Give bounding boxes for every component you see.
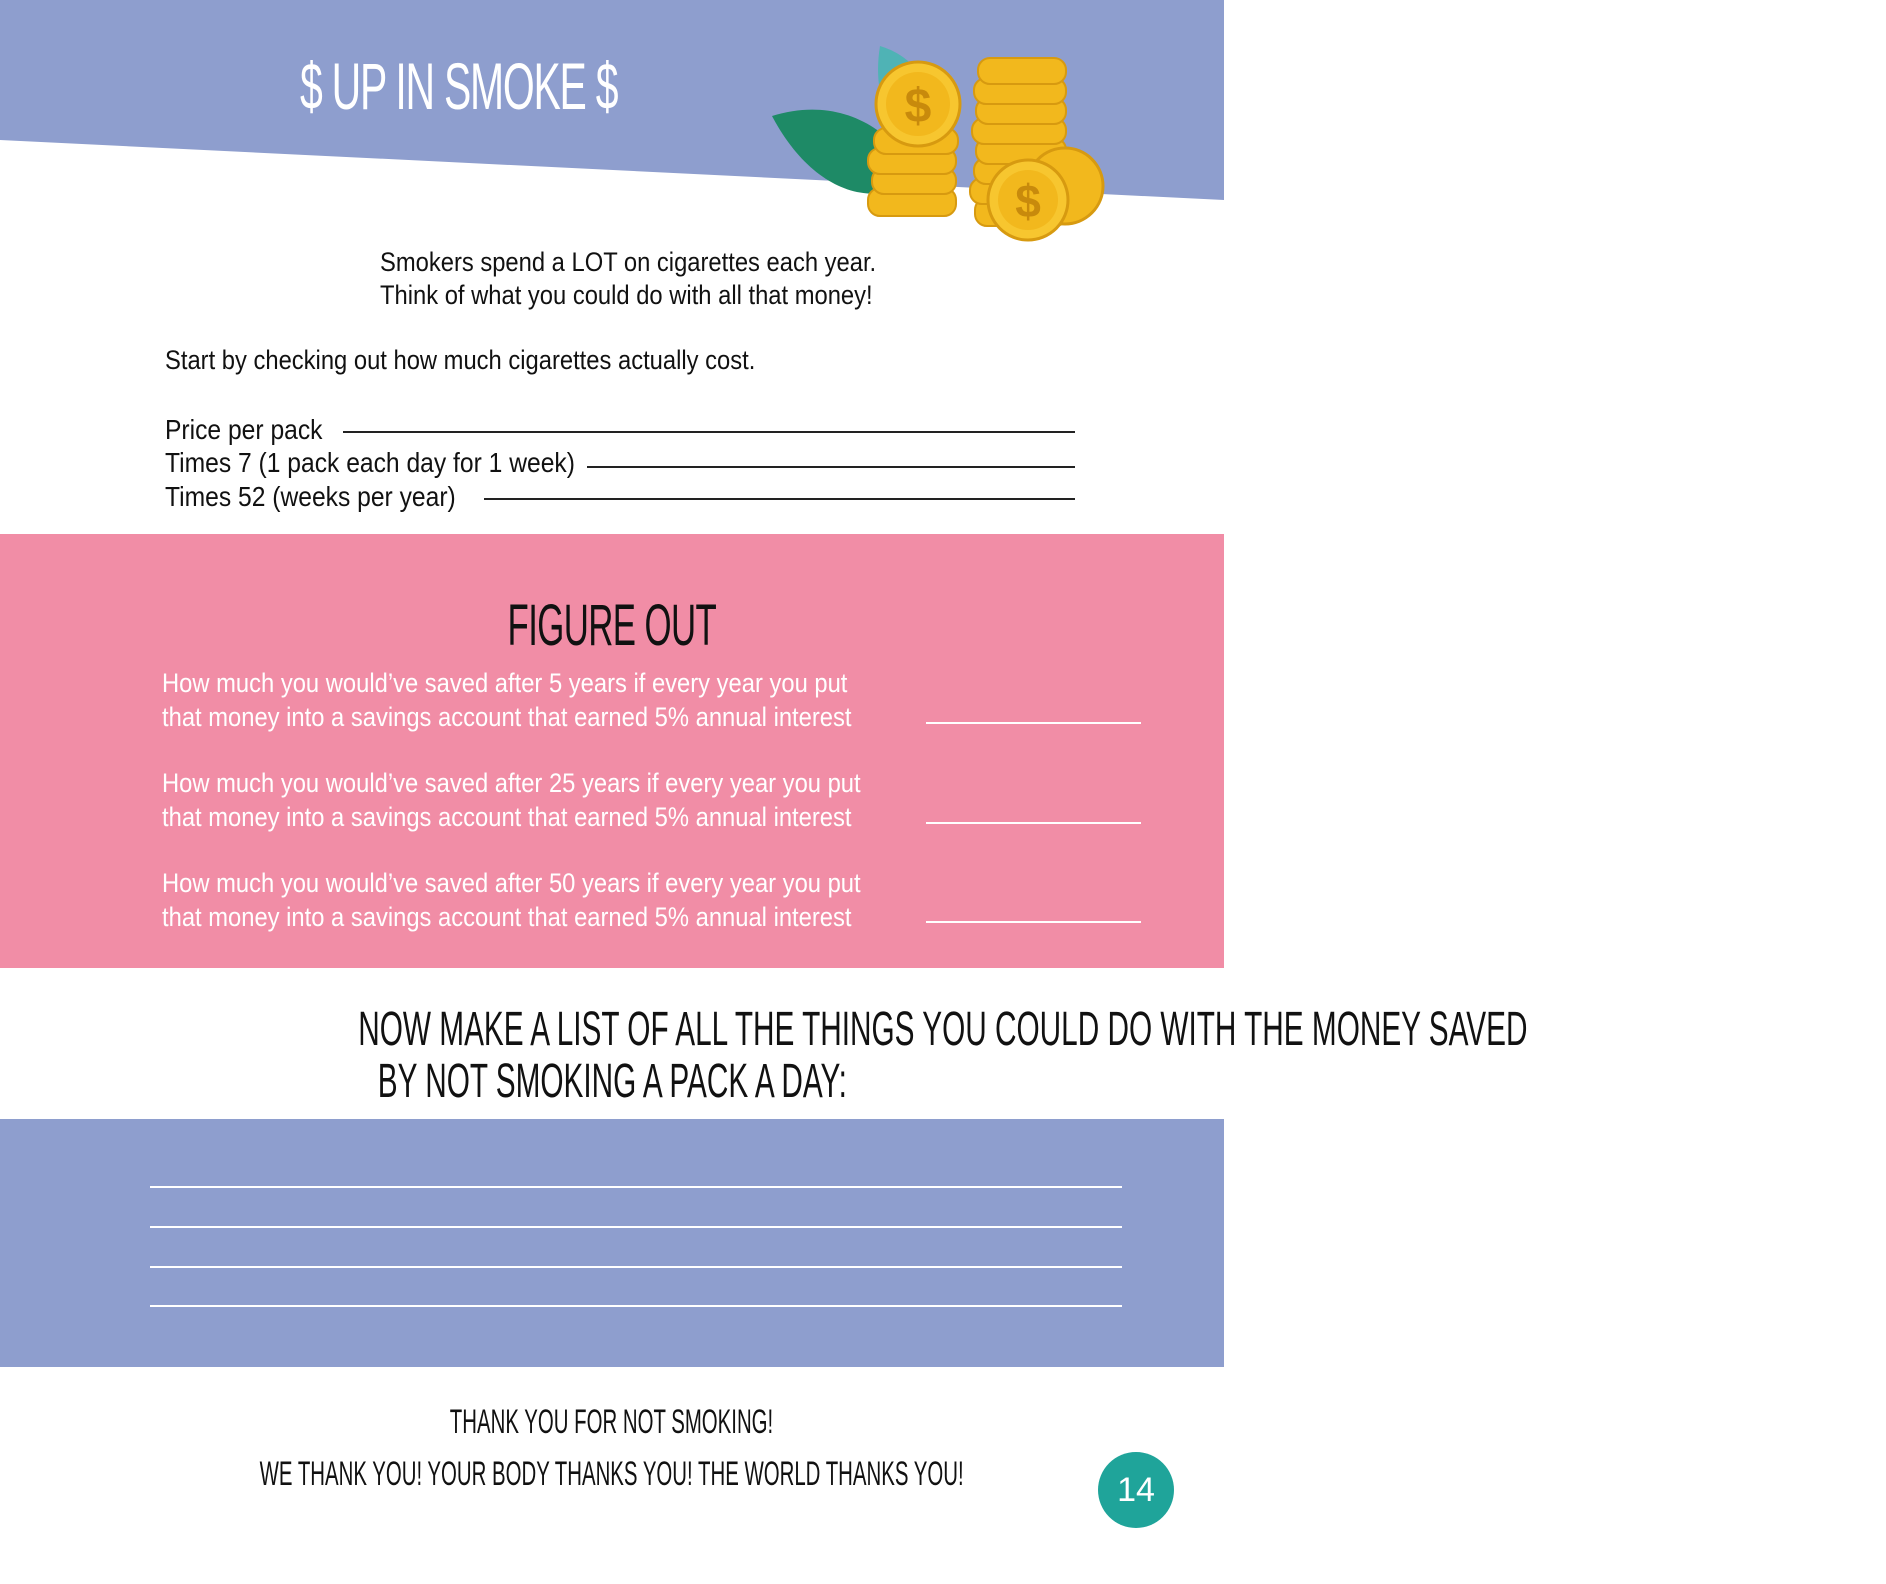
list-box bbox=[0, 1119, 1224, 1367]
footer-line-2: WE THANK YOU! YOUR BODY THANKS YOU! THE WORLD THANKS YOU! bbox=[260, 1455, 964, 1493]
answer-line-50-years[interactable] bbox=[926, 921, 1141, 923]
list-line[interactable] bbox=[150, 1305, 1122, 1307]
intro-line-2: Think of what you could do with all that money! bbox=[380, 280, 873, 310]
question-line: How much you would’ve saved after 50 years if every year you put bbox=[162, 868, 861, 898]
coins-illustration bbox=[770, 38, 1115, 243]
answer-line-year[interactable] bbox=[484, 498, 1075, 500]
cost-label: Times 7 (1 pack each day for 1 week) bbox=[165, 447, 575, 478]
question-line: that money into a savings account that earned 5% annual interest bbox=[162, 902, 852, 932]
question-line: How much you would’ve saved after 5 years if every year you put bbox=[162, 668, 848, 698]
answer-line-25-years[interactable] bbox=[926, 822, 1141, 824]
question-50-years bbox=[162, 866, 962, 934]
intro-line-1: Smokers spend a LOT on cigarettes each year. bbox=[380, 247, 877, 277]
question-line: How much you would’ve saved after 25 years if every year you put bbox=[162, 768, 861, 798]
list-heading-line-2: BY NOT SMOKING A PACK A DAY: bbox=[377, 1055, 847, 1108]
cost-row-year bbox=[165, 479, 495, 513]
answer-line-price[interactable] bbox=[343, 431, 1075, 433]
cost-row-price bbox=[165, 412, 344, 446]
question-5-years bbox=[162, 666, 962, 734]
question-line: that money into a savings account that earned 5% annual interest bbox=[162, 802, 852, 832]
question-25-years bbox=[162, 766, 962, 834]
cost-label: Price per pack bbox=[165, 414, 323, 445]
page-number: 14 bbox=[1098, 1452, 1174, 1528]
page-title: $ UP IN SMOKE $ bbox=[300, 49, 618, 123]
answer-line-week[interactable] bbox=[587, 466, 1075, 468]
start-text: Start by checking out how much cigarettes actually cost. bbox=[165, 345, 756, 375]
svg-text:$: $ bbox=[1015, 175, 1041, 227]
footer-line-1: THANK YOU FOR NOT SMOKING! bbox=[450, 1403, 774, 1441]
list-heading bbox=[0, 1003, 1528, 1108]
cost-row-week bbox=[165, 445, 631, 479]
intro-text bbox=[380, 246, 980, 312]
list-line[interactable] bbox=[150, 1226, 1122, 1228]
footer bbox=[0, 1396, 1224, 1500]
svg-text:$: $ bbox=[904, 80, 932, 133]
figure-out-title: FIGURE OUT bbox=[507, 593, 717, 658]
cost-label: Times 52 (weeks per year) bbox=[165, 481, 456, 512]
list-line[interactable] bbox=[150, 1266, 1122, 1268]
question-line: that money into a savings account that earned 5% annual interest bbox=[162, 702, 852, 732]
list-line[interactable] bbox=[150, 1186, 1122, 1188]
list-heading-line-1: NOW MAKE A LIST OF ALL THE THINGS YOU COULD DO WITH THE MONEY SAVED bbox=[358, 1003, 1528, 1056]
answer-line-5-years[interactable] bbox=[926, 722, 1141, 724]
